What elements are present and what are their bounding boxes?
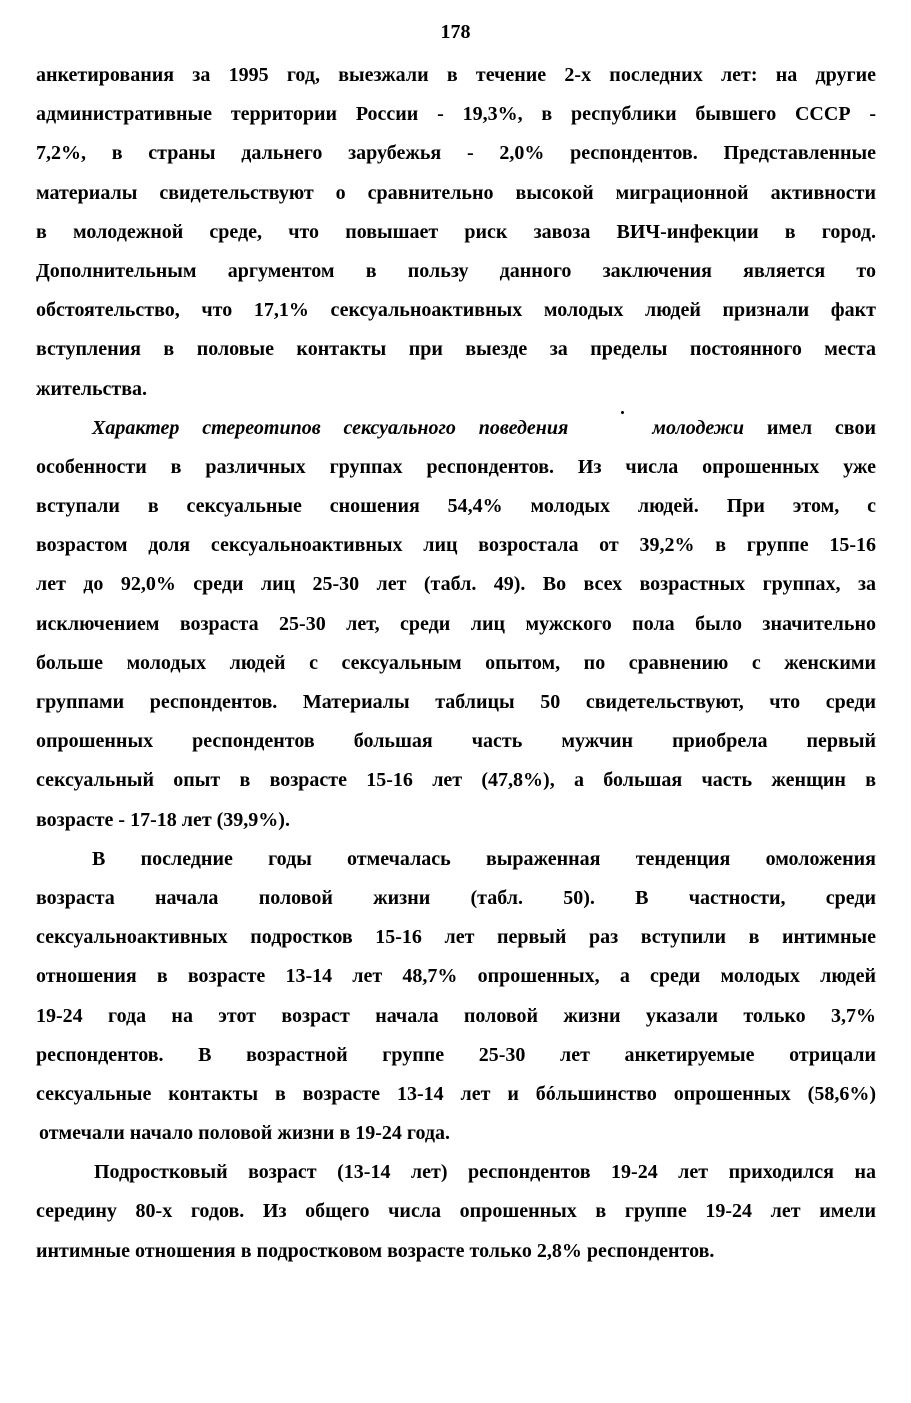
body-text (36, 56, 876, 1271)
text-line: интимные отношения в подростковом возрасте только 2,8% респондентов. (36, 1239, 715, 1262)
text-line: Дополнительным аргументом в пользу данного заключения является то (36, 259, 876, 282)
italic-phrase: Характер стереотипов сексуального поведения (92, 416, 569, 439)
text-line: сексуальноактивных подростков 15-16 лет первый раз вступили в интимные (36, 926, 876, 949)
text-line: опрошенных респондентов большая часть мужчин приобрела первый (36, 730, 876, 753)
text-line: возраста начала половой жизни (табл. 50). В частности, среди (36, 886, 876, 909)
text-line: В последние годы отмечалась выраженная тенденция омоложения (92, 847, 876, 870)
text-line: материалы свидетельствуют о сравнительно высокой миграционной активности (36, 181, 876, 204)
text-line: сексуальный опыт в возрасте 15-16 лет (47,8%), а большая часть женщин в (36, 769, 876, 792)
text-fragment: имел свои (743, 416, 876, 439)
text-line: Подростковый возраст (13-14 лет) респондентов 19-24 лет приходился на (94, 1161, 876, 1184)
text-line: исключением возраста 25-30 лет, среди лиц мужского пола было значительно (36, 612, 876, 635)
text-line: 7,2%, в страны дальнего зарубежья - 2,0% респондентов. Представленные (36, 142, 876, 165)
text-line: вступления в половые контакты при выезде за пределы постоянного места (36, 338, 876, 361)
text-line: анкетирования за 1995 год, выезжали в течение 2-х последних лет: на другие (36, 64, 876, 86)
text-line: сексуальные контакты в возрасте 13-14 лет и бóльшинство опрошенных (58,6%) (36, 1082, 876, 1105)
text-line: респондентов. В возрастной группе 25-30 лет анкетируемые отрицали (36, 1043, 876, 1066)
text-line: отношения в возрасте 13-14 лет 48,7% опрошенных, а среди молодых людей (36, 965, 876, 988)
text-line-lead (36, 409, 876, 448)
page-number: 178 (440, 21, 471, 43)
text-line: 19-24 года на этот возраст начала половой жизни указали только 3,7% (36, 1004, 876, 1027)
text-line: больше молодых людей с сексуальным опытом, по сравнению с женскими (36, 651, 876, 674)
text-line: жительства. (36, 377, 148, 400)
text-line: обстоятельство, что 17,1% сексуальноактивных молодых людей признали факт (36, 299, 876, 322)
paragraph-1 (36, 56, 876, 409)
text-line: вступали в сексуальные сношения 54,4% молодых людей. При этом, с (36, 495, 876, 518)
paragraph-3 (36, 840, 876, 1154)
text-line: возрасте - 17-18 лет (39,9%). (36, 808, 290, 831)
paragraph-4 (36, 1153, 876, 1271)
italic-phrase: молодежи (652, 416, 744, 439)
text-line: административные территории России - 19,3%, в республики бывшего СССР - (36, 103, 876, 126)
text-line: в молодежной среде, что повышает риск завоза ВИЧ-инфекции в город. (36, 220, 876, 243)
text-line: отмечали начало половой жизни в 19-24 года. (39, 1122, 451, 1145)
text-line: группами респондентов. Материалы таблицы 50 свидетельствуют, что среди (36, 691, 876, 713)
text-line: середину 80-х годов. Из общего числа опрошенных в группе 19-24 лет имели (36, 1200, 876, 1223)
print-speck (621, 411, 624, 414)
text-line: возрастом доля сексуальноактивных лиц возростала от 39,2% в группе 15-16 (36, 534, 876, 557)
paragraph-2 (36, 409, 876, 840)
text-line: лет до 92,0% среди лиц 25-30 лет (табл. 49). Во всех возрастных группах, за (36, 573, 876, 596)
text-line: особенности в различных группах респондентов. Из числа опрошенных уже (36, 455, 876, 478)
